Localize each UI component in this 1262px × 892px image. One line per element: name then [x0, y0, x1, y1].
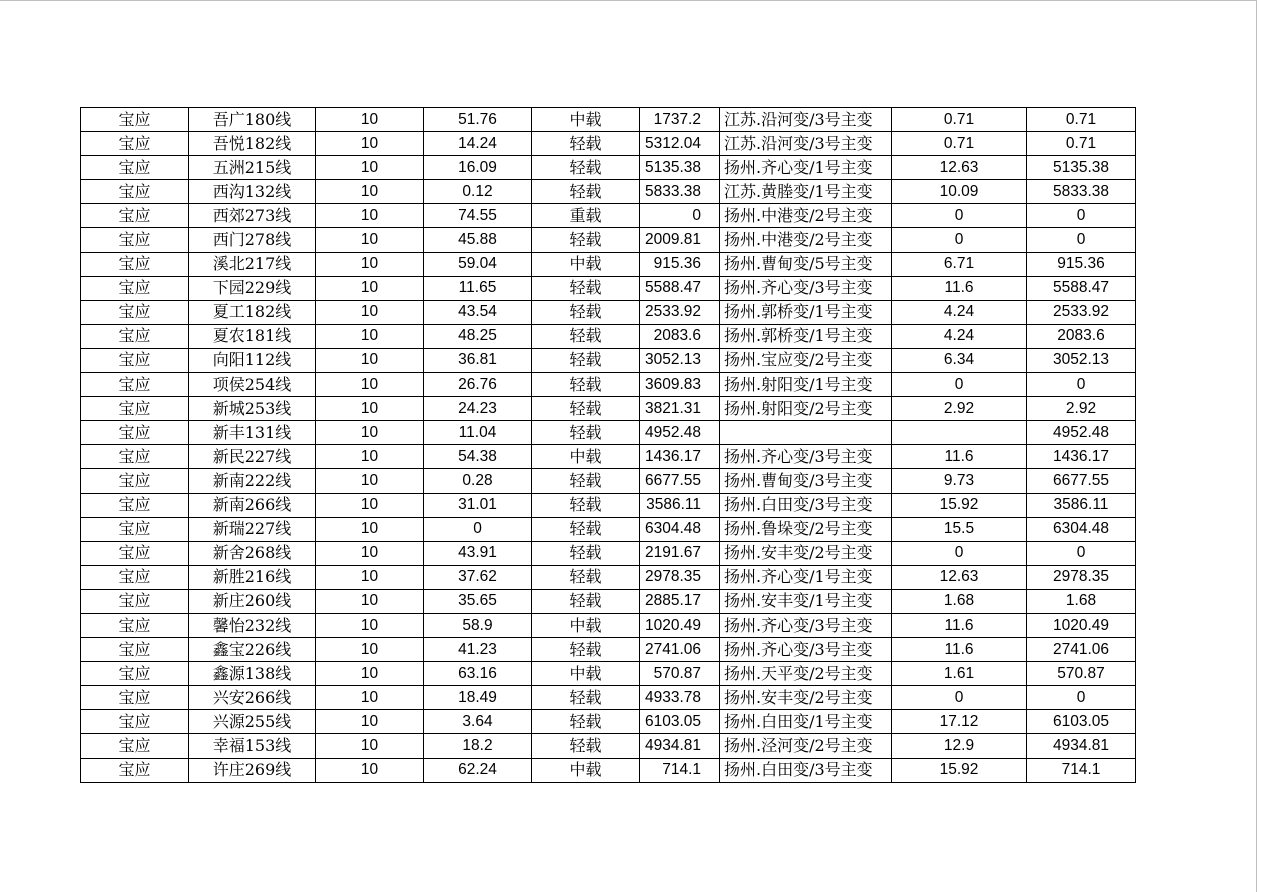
region-cell: 宝应	[81, 710, 189, 734]
value-cell: 2.92	[892, 397, 1027, 421]
line-name-cell: 溪北217线	[189, 252, 316, 276]
load-status-cell: 轻载	[532, 734, 640, 758]
capacity-cell: 4933.78	[640, 686, 720, 710]
load-status-cell: 轻载	[532, 517, 640, 541]
load-status-cell: 轻载	[532, 710, 640, 734]
table-body	[81, 108, 1136, 783]
region-cell: 宝应	[81, 276, 189, 300]
value-cell: 6.71	[892, 252, 1027, 276]
region-cell: 宝应	[81, 132, 189, 156]
voltage-cell: 10	[316, 204, 424, 228]
capacity-cell: 2083.6	[640, 324, 720, 348]
voltage-cell: 10	[316, 397, 424, 421]
voltage-cell: 10	[316, 541, 424, 565]
load-rate-cell: 31.01	[424, 493, 532, 517]
substation-cell: 扬州.安丰变/1号主变	[720, 589, 892, 613]
value2-cell: 0	[1027, 204, 1136, 228]
region-cell: 宝应	[81, 662, 189, 686]
table-row	[81, 493, 1136, 517]
value2-cell: 3052.13	[1027, 348, 1136, 372]
substation-cell: 扬州.齐心变/3号主变	[720, 445, 892, 469]
value2-cell: 0.71	[1027, 132, 1136, 156]
substation-cell: 江苏.沿河变/3号主变	[720, 108, 892, 132]
substation-cell: 江苏.黄塍变/1号主变	[720, 180, 892, 204]
capacity-cell: 6304.48	[640, 517, 720, 541]
voltage-cell: 10	[316, 493, 424, 517]
value-cell: 6.34	[892, 348, 1027, 372]
load-status-cell: 轻载	[532, 638, 640, 662]
capacity-cell: 4952.48	[640, 421, 720, 445]
line-name-cell: 吾悦182线	[189, 132, 316, 156]
region-cell: 宝应	[81, 300, 189, 324]
substation-cell: 扬州.郭桥变/1号主变	[720, 300, 892, 324]
load-status-cell: 轻载	[532, 397, 640, 421]
capacity-cell: 4934.81	[640, 734, 720, 758]
table-row	[81, 662, 1136, 686]
load-rate-cell: 51.76	[424, 108, 532, 132]
table-row	[81, 734, 1136, 758]
substation-cell: 扬州.射阳变/1号主变	[720, 373, 892, 397]
load-rate-cell: 18.2	[424, 734, 532, 758]
substation-cell: 扬州.天平变/2号主变	[720, 662, 892, 686]
load-status-cell: 中载	[532, 758, 640, 782]
voltage-cell: 10	[316, 132, 424, 156]
region-cell: 宝应	[81, 541, 189, 565]
voltage-cell: 10	[316, 228, 424, 252]
value-cell: 15.5	[892, 517, 1027, 541]
region-cell: 宝应	[81, 517, 189, 541]
capacity-cell: 5588.47	[640, 276, 720, 300]
region-cell: 宝应	[81, 493, 189, 517]
substation-cell: 扬州.齐心变/3号主变	[720, 613, 892, 637]
table-row	[81, 300, 1136, 324]
capacity-cell: 3052.13	[640, 348, 720, 372]
substation-cell: 扬州.射阳变/2号主变	[720, 397, 892, 421]
line-name-cell: 新南222线	[189, 469, 316, 493]
substation-cell: 扬州.安丰变/2号主变	[720, 686, 892, 710]
substation-cell: 扬州.郭桥变/1号主变	[720, 324, 892, 348]
line-name-cell: 鑫源138线	[189, 662, 316, 686]
line-name-cell: 兴安266线	[189, 686, 316, 710]
value2-cell: 4952.48	[1027, 421, 1136, 445]
load-status-cell: 轻载	[532, 324, 640, 348]
value-cell: 12.63	[892, 565, 1027, 589]
voltage-cell: 10	[316, 710, 424, 734]
substation-cell: 扬州.鲁垛变/2号主变	[720, 517, 892, 541]
line-name-cell: 新南266线	[189, 493, 316, 517]
region-cell: 宝应	[81, 397, 189, 421]
table-row	[81, 132, 1136, 156]
value-cell: 17.12	[892, 710, 1027, 734]
load-rate-cell: 36.81	[424, 348, 532, 372]
load-rate-cell: 45.88	[424, 228, 532, 252]
capacity-cell: 0	[640, 204, 720, 228]
line-name-cell: 兴源255线	[189, 710, 316, 734]
voltage-cell: 10	[316, 348, 424, 372]
capacity-cell: 714.1	[640, 758, 720, 782]
value2-cell: 2741.06	[1027, 638, 1136, 662]
load-status-cell: 轻载	[532, 156, 640, 180]
value2-cell: 6304.48	[1027, 517, 1136, 541]
value2-cell: 714.1	[1027, 758, 1136, 782]
load-rate-cell: 43.91	[424, 541, 532, 565]
value2-cell: 570.87	[1027, 662, 1136, 686]
voltage-cell: 10	[316, 662, 424, 686]
load-rate-cell: 48.25	[424, 324, 532, 348]
table-row	[81, 204, 1136, 228]
load-status-cell: 中载	[532, 445, 640, 469]
substation-cell: 扬州.中港变/2号主变	[720, 204, 892, 228]
value2-cell: 2533.92	[1027, 300, 1136, 324]
table-row	[81, 324, 1136, 348]
region-cell: 宝应	[81, 613, 189, 637]
value2-cell: 2978.35	[1027, 565, 1136, 589]
table-row	[81, 276, 1136, 300]
capacity-cell: 2978.35	[640, 565, 720, 589]
load-status-cell: 重载	[532, 204, 640, 228]
load-status-cell: 轻载	[532, 373, 640, 397]
region-cell: 宝应	[81, 638, 189, 662]
load-rate-cell: 11.65	[424, 276, 532, 300]
region-cell: 宝应	[81, 734, 189, 758]
line-name-cell: 西沟132线	[189, 180, 316, 204]
load-status-cell: 中载	[532, 613, 640, 637]
capacity-cell: 2533.92	[640, 300, 720, 324]
substation-cell: 扬州.白田变/1号主变	[720, 710, 892, 734]
load-status-cell: 轻载	[532, 686, 640, 710]
region-cell: 宝应	[81, 108, 189, 132]
region-cell: 宝应	[81, 324, 189, 348]
substation-cell: 扬州.曹甸变/3号主变	[720, 469, 892, 493]
value2-cell: 0	[1027, 686, 1136, 710]
voltage-cell: 10	[316, 686, 424, 710]
value2-cell: 4934.81	[1027, 734, 1136, 758]
region-cell: 宝应	[81, 156, 189, 180]
substation-cell: 扬州.安丰变/2号主变	[720, 541, 892, 565]
substation-cell: 江苏.沿河变/3号主变	[720, 132, 892, 156]
voltage-cell: 10	[316, 517, 424, 541]
value-cell: 0	[892, 204, 1027, 228]
line-name-cell: 新舍268线	[189, 541, 316, 565]
load-rate-cell: 54.38	[424, 445, 532, 469]
line-name-cell: 新民227线	[189, 445, 316, 469]
value2-cell: 0.71	[1027, 108, 1136, 132]
value2-cell: 915.36	[1027, 252, 1136, 276]
value2-cell: 5588.47	[1027, 276, 1136, 300]
line-name-cell: 新丰131线	[189, 421, 316, 445]
load-rate-cell: 3.64	[424, 710, 532, 734]
load-rate-cell: 11.04	[424, 421, 532, 445]
value-cell: 0	[892, 541, 1027, 565]
table-row	[81, 156, 1136, 180]
voltage-cell: 10	[316, 589, 424, 613]
value-cell: 12.9	[892, 734, 1027, 758]
load-rate-cell: 59.04	[424, 252, 532, 276]
data-table	[80, 107, 1136, 783]
load-status-cell: 中载	[532, 662, 640, 686]
region-cell: 宝应	[81, 421, 189, 445]
voltage-cell: 10	[316, 638, 424, 662]
line-name-cell: 西郊273线	[189, 204, 316, 228]
load-status-cell: 中载	[532, 108, 640, 132]
region-cell: 宝应	[81, 589, 189, 613]
region-cell: 宝应	[81, 565, 189, 589]
value-cell: 0.71	[892, 108, 1027, 132]
table-row	[81, 758, 1136, 782]
value2-cell: 2.92	[1027, 397, 1136, 421]
voltage-cell: 10	[316, 565, 424, 589]
voltage-cell: 10	[316, 108, 424, 132]
load-status-cell: 轻载	[532, 469, 640, 493]
region-cell: 宝应	[81, 180, 189, 204]
table-row	[81, 638, 1136, 662]
line-name-cell: 新瑞227线	[189, 517, 316, 541]
region-cell: 宝应	[81, 469, 189, 493]
line-name-cell: 鑫宝226线	[189, 638, 316, 662]
value-cell: 1.68	[892, 589, 1027, 613]
line-name-cell: 幸福153线	[189, 734, 316, 758]
substation-cell	[720, 421, 892, 445]
load-rate-cell: 0.28	[424, 469, 532, 493]
table-row	[81, 469, 1136, 493]
load-status-cell: 轻载	[532, 132, 640, 156]
table-row	[81, 517, 1136, 541]
capacity-cell: 2191.67	[640, 541, 720, 565]
value2-cell: 1020.49	[1027, 613, 1136, 637]
value-cell	[892, 421, 1027, 445]
voltage-cell: 10	[316, 180, 424, 204]
load-status-cell: 轻载	[532, 589, 640, 613]
substation-cell: 扬州.曹甸变/5号主变	[720, 252, 892, 276]
line-name-cell: 五洲215线	[189, 156, 316, 180]
region-cell: 宝应	[81, 228, 189, 252]
value-cell: 12.63	[892, 156, 1027, 180]
value-cell: 0.71	[892, 132, 1027, 156]
value-cell: 9.73	[892, 469, 1027, 493]
capacity-cell: 6103.05	[640, 710, 720, 734]
load-status-cell: 轻载	[532, 300, 640, 324]
load-rate-cell: 26.76	[424, 373, 532, 397]
line-name-cell: 下园229线	[189, 276, 316, 300]
value2-cell: 1436.17	[1027, 445, 1136, 469]
capacity-cell: 915.36	[640, 252, 720, 276]
line-name-cell: 项侯254线	[189, 373, 316, 397]
voltage-cell: 10	[316, 276, 424, 300]
value2-cell: 1.68	[1027, 589, 1136, 613]
table-row	[81, 348, 1136, 372]
table-row	[81, 373, 1136, 397]
table-row	[81, 565, 1136, 589]
load-rate-cell: 0.12	[424, 180, 532, 204]
line-name-cell: 夏工182线	[189, 300, 316, 324]
capacity-cell: 2741.06	[640, 638, 720, 662]
load-rate-cell: 16.09	[424, 156, 532, 180]
load-rate-cell: 58.9	[424, 613, 532, 637]
table-row	[81, 686, 1136, 710]
load-status-cell: 轻载	[532, 493, 640, 517]
value-cell: 15.92	[892, 493, 1027, 517]
voltage-cell: 10	[316, 469, 424, 493]
value2-cell: 6103.05	[1027, 710, 1136, 734]
load-rate-cell: 14.24	[424, 132, 532, 156]
line-name-cell: 许庄269线	[189, 758, 316, 782]
table-row	[81, 613, 1136, 637]
load-status-cell: 轻载	[532, 348, 640, 372]
value-cell: 0	[892, 228, 1027, 252]
capacity-cell: 570.87	[640, 662, 720, 686]
substation-cell: 扬州.白田变/3号主变	[720, 493, 892, 517]
value2-cell: 0	[1027, 541, 1136, 565]
substation-cell: 扬州.齐心变/1号主变	[720, 156, 892, 180]
voltage-cell: 10	[316, 373, 424, 397]
value-cell: 10.09	[892, 180, 1027, 204]
voltage-cell: 10	[316, 445, 424, 469]
load-status-cell: 轻载	[532, 565, 640, 589]
load-rate-cell: 74.55	[424, 204, 532, 228]
region-cell: 宝应	[81, 445, 189, 469]
line-name-cell: 新胜216线	[189, 565, 316, 589]
load-rate-cell: 24.23	[424, 397, 532, 421]
table-row	[81, 180, 1136, 204]
line-name-cell: 西门278线	[189, 228, 316, 252]
capacity-cell: 1436.17	[640, 445, 720, 469]
line-name-cell: 馨怡232线	[189, 613, 316, 637]
region-cell: 宝应	[81, 348, 189, 372]
load-status-cell: 轻载	[532, 180, 640, 204]
table-row	[81, 445, 1136, 469]
value-cell: 1.61	[892, 662, 1027, 686]
table-row	[81, 108, 1136, 132]
substation-cell: 扬州.泾河变/2号主变	[720, 734, 892, 758]
load-rate-cell: 41.23	[424, 638, 532, 662]
capacity-cell: 3586.11	[640, 493, 720, 517]
load-rate-cell: 35.65	[424, 589, 532, 613]
value2-cell: 5833.38	[1027, 180, 1136, 204]
load-status-cell: 轻载	[532, 421, 640, 445]
voltage-cell: 10	[316, 758, 424, 782]
value2-cell: 5135.38	[1027, 156, 1136, 180]
capacity-cell: 3821.31	[640, 397, 720, 421]
table-row	[81, 228, 1136, 252]
load-rate-cell: 37.62	[424, 565, 532, 589]
capacity-cell: 5312.04	[640, 132, 720, 156]
substation-cell: 扬州.白田变/3号主变	[720, 758, 892, 782]
load-rate-cell: 43.54	[424, 300, 532, 324]
substation-cell: 扬州.宝应变/2号主变	[720, 348, 892, 372]
load-status-cell: 中载	[532, 252, 640, 276]
voltage-cell: 10	[316, 156, 424, 180]
region-cell: 宝应	[81, 252, 189, 276]
value-cell: 0	[892, 373, 1027, 397]
value-cell: 11.6	[892, 276, 1027, 300]
table-row	[81, 421, 1136, 445]
line-name-cell: 新庄260线	[189, 589, 316, 613]
voltage-cell: 10	[316, 734, 424, 758]
capacity-cell: 3609.83	[640, 373, 720, 397]
voltage-cell: 10	[316, 252, 424, 276]
table-row	[81, 710, 1136, 734]
region-cell: 宝应	[81, 204, 189, 228]
region-cell: 宝应	[81, 686, 189, 710]
capacity-cell: 2009.81	[640, 228, 720, 252]
voltage-cell: 10	[316, 324, 424, 348]
load-rate-cell: 18.49	[424, 686, 532, 710]
substation-cell: 扬州.齐心变/3号主变	[720, 276, 892, 300]
value-cell: 11.6	[892, 638, 1027, 662]
voltage-cell: 10	[316, 421, 424, 445]
capacity-cell: 1737.2	[640, 108, 720, 132]
value-cell: 11.6	[892, 613, 1027, 637]
value-cell: 0	[892, 686, 1027, 710]
capacity-cell: 6677.55	[640, 469, 720, 493]
capacity-cell: 1020.49	[640, 613, 720, 637]
line-name-cell: 吾广180线	[189, 108, 316, 132]
region-cell: 宝应	[81, 373, 189, 397]
capacity-cell: 5833.38	[640, 180, 720, 204]
value-cell: 4.24	[892, 324, 1027, 348]
value2-cell: 6677.55	[1027, 469, 1136, 493]
value-cell: 4.24	[892, 300, 1027, 324]
substation-cell: 扬州.中港变/2号主变	[720, 228, 892, 252]
value2-cell: 2083.6	[1027, 324, 1136, 348]
capacity-cell: 5135.38	[640, 156, 720, 180]
substation-cell: 扬州.齐心变/1号主变	[720, 565, 892, 589]
line-name-cell: 新城253线	[189, 397, 316, 421]
value2-cell: 0	[1027, 228, 1136, 252]
load-status-cell: 轻载	[532, 228, 640, 252]
line-name-cell: 向阳112线	[189, 348, 316, 372]
capacity-cell: 2885.17	[640, 589, 720, 613]
table-row	[81, 589, 1136, 613]
value2-cell: 0	[1027, 373, 1136, 397]
value2-cell: 3586.11	[1027, 493, 1136, 517]
table-row	[81, 397, 1136, 421]
load-rate-cell: 62.24	[424, 758, 532, 782]
value-cell: 15.92	[892, 758, 1027, 782]
load-status-cell: 轻载	[532, 276, 640, 300]
line-name-cell: 夏农181线	[189, 324, 316, 348]
load-rate-cell: 63.16	[424, 662, 532, 686]
table-row	[81, 252, 1136, 276]
substation-cell: 扬州.齐心变/3号主变	[720, 638, 892, 662]
voltage-cell: 10	[316, 613, 424, 637]
voltage-cell: 10	[316, 300, 424, 324]
region-cell: 宝应	[81, 758, 189, 782]
load-rate-cell: 0	[424, 517, 532, 541]
load-status-cell: 轻载	[532, 541, 640, 565]
table-row	[81, 541, 1136, 565]
value-cell: 11.6	[892, 445, 1027, 469]
